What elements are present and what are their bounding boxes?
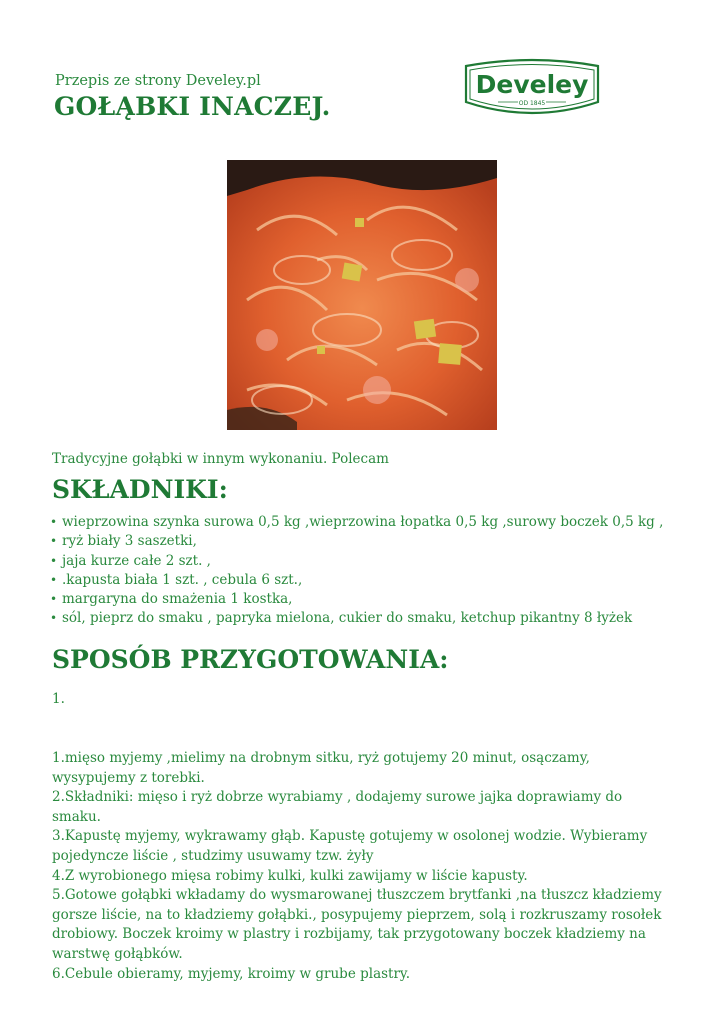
preparation-steps (52, 749, 672, 984)
step-text: 2.Składniki: mięso i ryż dobrze wyrabiamy , dodajemy surowe jajka doprawiamy do smaku. (52, 789, 623, 825)
develey-logo (462, 58, 602, 122)
step-text: 3.Kapustę myjemy, wykrawamy głąb. Kapustę gotujemy w osolonej wodzie. Wybieramy pojedyncze liście , studzimy usuwamy tzw. żyły (52, 828, 648, 864)
ingredient-item: • ryż biały 3 saszetki, (50, 532, 663, 551)
step-marker: 1. (52, 691, 65, 707)
step-text: 5.Gotowe gołąbki wkładamy do wysmarowanej tłuszczem brytfanki ,na tłuszcz kładziemy gorsze liście, na to kładziemy gołąbki., posypujemy pieprzem, solą i rozkruszamy rosołek drobiowy. Boczek kroimy w plastry i rozbijamy, tak przygotowany boczek kładziemy na warstwę gołąbków. (52, 887, 662, 962)
ingredient-item: • margaryna do smażenia 1 kostka, (50, 590, 663, 609)
dish-photo (227, 160, 497, 430)
step-text: 4.Z wyrobionego mięsa robimy kulki, kulki zawijamy w liście kapusty. (52, 867, 528, 884)
ingredient-item: • sól, pieprz do smaku , papryka mielona, cukier do smaku, ketchup pikantny 8 łyżek (50, 609, 663, 628)
ingredients-heading: SKŁADNIKI: (52, 475, 228, 504)
intro-text: Tradycyjne gołąbki w innym wykonaniu. Polecam (52, 451, 389, 467)
recipe-title: GOŁĄBKI INACZEJ. (54, 92, 331, 121)
step-text: 6.Cebule obieramy, myjemy, kroimy w grube plastry. (52, 965, 411, 982)
preparation-heading: SPOSÓB PRZYGOTOWANIA: (52, 645, 449, 674)
logo-since: OD 1845 (518, 100, 546, 107)
ingredient-item: • .kapusta biała 1 szt. , cebula 6 szt., (50, 571, 663, 590)
ingredient-item: • jaja kurze całe 2 szt. , (50, 552, 663, 571)
ingredients-list (50, 513, 663, 629)
step-text: 1.mięso myjemy ,mielimy na drobnym sitku, ryż gotujemy 20 minut, osączamy, wysypujemy z torebki. (52, 750, 590, 786)
logo-wordmark: Develey (475, 70, 589, 99)
ingredient-item: • wieprzowina szynka surowa 0,5 kg ,wieprzowina łopatka 0,5 kg ,surowy boczek 0,5 kg , (50, 513, 663, 532)
source-line: Przepis ze strony Develey.pl (55, 73, 261, 89)
